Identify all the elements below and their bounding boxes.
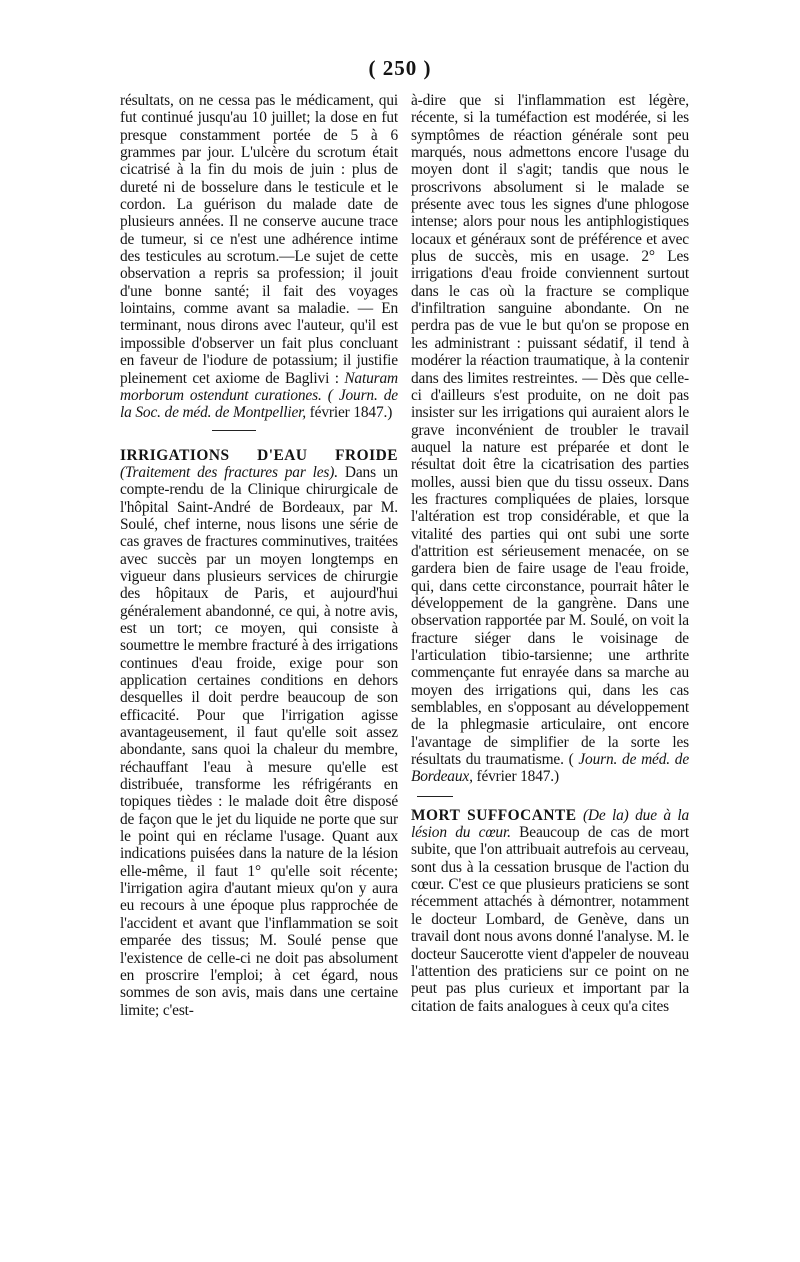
- article-subheading: (De la) due à la lésion du cœur.: [411, 806, 689, 842]
- source-citation: Journ. de méd. de Bordeaux,: [411, 751, 689, 786]
- separator-rule: [417, 796, 453, 797]
- article-mort-suffocante: [411, 807, 689, 1015]
- article-body: Dans un compte-rendu de la Clinique chirurgicale de l'hôpital Saint-André de Bordeaux, par M. Soulé, chef interne, nous lisons une série de cas graves de fractures comminutives, traitées avec succès par un moyen longtemps en vigueur dans plusieurs services de chirurgie des hôpitaux de Paris, et aujourd'hui généralement abandonné, ce qui, à notre avis, est un tort; ce moyen, qui consiste à soumettre le membre fracturé à des irrigations continues d'eau froide, exige pour son application certaines conditions en dehors desquelles il doit perdre beaucoup de son efficacité. Pour que l'irrigation agisse avantageusement, il faut qu'elle soit assez abondante, sans quoi la chaleur du membre, réchauffant l'eau à mesure qu'elle est distribuée, transforme les réfrigérants en topiques tièdes : le malade doit être disposé de façon que le jet du liquide ne porte que sur le point qui en réclame l'usage. Quant aux indications puisées dans la nature de la lésion elle-même, il faut 1° qu'elle soit récente; l'irrigation agira d'autant mieux qu'on y aura eu recours à une époque plus rapprochée de l'accident et avant que l'inflammation se soit emparée des tissus; M. Soulé pense que l'existence de celle-ci ne doit pas absolument en proscrire l'emploi; à cet égard, nous sommes de son avis, mais dans une certaine limite; c'est-: [120, 463, 398, 1019]
- left-paragraph-continuation: résultats, on ne cessa pas le médicament, qui fut continué jusqu'au 10 juillet; la dose en fut presque constamment portée de 5 à 6 grammes par jour. L'ulcère du scrotum était cicatrisé à la fin du mois de juin : plus de dureté ni de bosselure dans le testicule et le cordon. La guérison du malade date de plusieurs années. Il ne conserve aucune trace de tumeur, si ce n'est une adhérence intime des testicules au scrotum.—Le sujet de cette observation a repris sa profession; il jouit d'une bonne santé; il fait des voyages lointains, comme avant sa maladie. — En terminant, nous dirons avec l'auteur, qu'il est impossible d'observer un fait plus concluant en faveur de l'iodure de potassium; il justifie pleinement cet axiome de Baglivi : Naturam morborum ostendunt curationes. ( Journ. de la Soc. de méd. de Montpellier, février 1847.): [120, 92, 398, 422]
- separator-rule: [212, 430, 256, 431]
- article-irrigations: [120, 447, 398, 1019]
- right-column: [411, 92, 689, 1015]
- source-citation: Naturam morborum ostendunt curationes. ( Journ. de la Soc. de méd. de Montpellier,: [120, 369, 398, 422]
- article-subheading: (Traitement des fractures par les).: [120, 463, 338, 481]
- left-column: [120, 92, 398, 1019]
- right-paragraph-continuation: à-dire que si l'inflammation est légère, récente, si la tuméfaction est modérée, si les symptômes de réaction générale sont peu marqués, nous admettons encore l'usage du moyen dont il s'agit; tandis que nous le proscrivons absolument si le malade se présente avec tous les signes d'une phlogose intense; alors pour nous les antiphlogistiques locaux et généraux sont de préférence et avec plus de succès, mis en usage. 2° Les irrigations d'eau froide conviennent surtout dans le cas où la fracture se complique d'infiltration sanguine abondante. On ne perdra pas de vue le but qu'on se propose en les administrant : puissant sédatif, il tend à modérer la réaction traumatique, à la contenir dans des limites restreintes. — Dès que celle-ci d'ailleurs s'est produite, on ne doit pas insister sur les irrigations qui auraient alors le grave inconvénient de troubler le travail auquel la nature est préparée et dont le résultat doit être la cicatrisation des parties molles, aussi bien que du tissu osseux. Dans les fractures compliquées de plaies, lorsque l'altération est trop considérable, et que la vitalité des parties qui ont subi une sorte d'attrition est sérieusement menacée, on se gardera bien de faire usage de l'eau froide, qui, dans cette circonstance, pourrait hâter le développement de la gangrène. Dans une observation rapportée par M. Soulé, on voit la fracture siéger dans le voisinage de l'articulation tibio-tarsienne; une arthrite commençante fut enrayée dans sa marche au moyen des irrigations qui, dans les cas semblables, en s'opposant au développement de la phlegmasie articulaire, ont encore l'avantage de simplifier de la sorte les résultats du traumatisme. ( Journ. de méd. de Bordeaux, février 1847.): [411, 92, 689, 786]
- article-body: Beaucoup de cas de mort subite, que l'on attribuait autrefois au cerveau, sont dus à la cessation brusque de l'action du cœur. C'est ce que plusieurs praticiens se sont récemment attachés à démontrer, notamment le docteur Lombard, de Genève, dans un travail dont nous avons donné l'analyse. M. le docteur Saucerotte vient d'appeler de nouveau l'attention des praticiens sur ce point on ne peut pas plus curieux et important par la citation de faits analogues à ceux qu'a cites: [411, 824, 689, 1015]
- article-heading: MORT SUFFOCANTE: [411, 806, 577, 824]
- page-number: ( 250 ): [368, 56, 432, 80]
- article-heading: IRRIGATIONS D'EAU FROIDE: [120, 446, 398, 464]
